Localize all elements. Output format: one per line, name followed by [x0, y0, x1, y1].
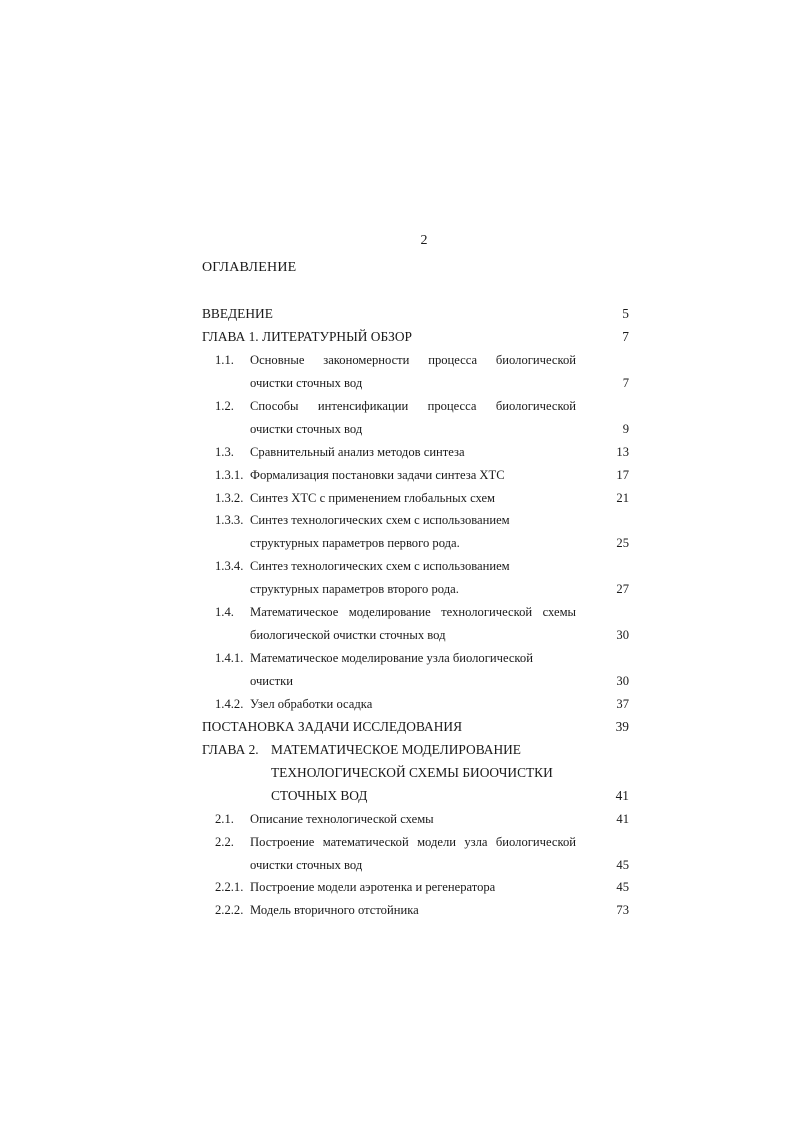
toc-entry-number: 1.3.2.	[215, 490, 244, 505]
toc-entry-title: структурных параметров второго рода.	[250, 582, 459, 597]
toc-entry-page: 9	[622, 421, 629, 436]
toc-entry-title: очистки	[250, 674, 293, 688]
toc-entry-number: 1.4.	[215, 605, 234, 620]
toc-entry-number: 1.3.1.	[215, 467, 244, 482]
toc-entry-title: ПОСТАНОВКА ЗАДАЧИ ИССЛЕДОВАНИЯ	[202, 718, 463, 734]
toc-entry-line	[0, 555, 795, 578]
toc-entry-line	[0, 899, 795, 922]
toc-entry-number: 2.2.1.	[215, 880, 244, 895]
toc-entry-number: 1.3.3.	[215, 513, 244, 528]
toc-entry-page: 41	[615, 787, 629, 803]
toc-entry-title: Основные закономерности процесса биологической	[250, 352, 576, 367]
toc-entry-title: очистки сточных вод	[250, 857, 363, 872]
toc-entry-title: ТЕХНОЛОГИЧЕСКОЙ СХЕМЫ БИООЧИСТКИ	[271, 764, 553, 780]
toc-entry-number: 1.3.4.	[215, 559, 244, 574]
toc-entry-title: Построение модели аэротенка и регенератора	[250, 880, 496, 895]
toc-entry-page: 45	[616, 857, 629, 872]
toc-entry-line	[0, 762, 795, 785]
toc-entry-line	[0, 624, 795, 647]
toc-entry-number: 2.1.	[215, 811, 234, 826]
toc-entry-page: 21	[616, 490, 629, 505]
toc-entry-line	[0, 578, 795, 601]
toc-entry-title: очистки сточных вод	[250, 421, 363, 436]
toc-entry-line	[0, 739, 795, 762]
toc-entry-page: 37	[616, 696, 629, 711]
toc-entry-page: 27	[616, 582, 629, 597]
toc-entry-title: Построение математической модели узла биологической	[250, 834, 576, 849]
toc-entry-title: Математическое моделирование технологической схемы	[250, 605, 576, 620]
toc-entry-line	[0, 716, 795, 739]
toc-entry-line	[0, 693, 795, 716]
toc-entry-number: 2.2.2.	[215, 903, 244, 918]
page-number: 2	[420, 233, 428, 248]
toc-entry-title: ГЛАВА 1. ЛИТЕРАТУРНЫЙ ОБЗОР	[202, 328, 412, 344]
toc-entry-line	[0, 509, 795, 532]
toc-entry-title: структурных параметров первого рода.	[250, 536, 460, 551]
toc-entry-line	[0, 464, 795, 487]
toc-entry-title: Модель вторичного отстойника	[250, 903, 419, 918]
toc-entry-page: 7	[622, 375, 629, 390]
toc-entry-line	[0, 418, 795, 441]
toc-entry-page: 13	[616, 444, 629, 459]
toc-entry-title: МАТЕМАТИЧЕСКОЕ МОДЕЛИРОВАНИЕ	[271, 741, 521, 757]
toc-entry-line	[0, 441, 795, 464]
toc-heading: ОГЛАВЛЕНИЕ	[202, 260, 297, 275]
toc-entry-line	[0, 487, 795, 510]
toc-entry-number: 1.3.	[215, 444, 234, 459]
toc-entry-line	[0, 303, 795, 326]
toc-entry-page: 30	[616, 628, 629, 643]
toc-entry-line	[0, 349, 795, 372]
toc-entry-line	[0, 372, 795, 395]
toc-entry-number: 1.4.2.	[215, 696, 244, 711]
toc-entry-line	[0, 601, 795, 624]
toc-entry-page: 7	[622, 328, 629, 344]
toc-entry-title: Формализация постановки задачи синтеза ХТС	[250, 467, 505, 482]
toc-entry-line	[0, 532, 795, 555]
toc-entry-title: СТОЧНЫХ ВОД	[271, 787, 368, 803]
toc-entry-title: Способы интенсификации процесса биологической	[250, 398, 576, 413]
toc-entry-number: 1.2.	[215, 398, 234, 413]
table-of-contents	[0, 303, 795, 922]
toc-entry-line	[0, 808, 795, 831]
toc-entry-title: Синтез технологических схем с использованием	[250, 513, 510, 528]
toc-entry-page: 30	[616, 674, 629, 688]
toc-entry-page: 45	[616, 880, 629, 895]
toc-entry-title: ВВЕДЕНИЕ	[202, 306, 273, 321]
toc-entry-number: 1.4.1.	[215, 651, 244, 666]
toc-entry-page: 73	[616, 903, 629, 918]
toc-entry-line	[0, 785, 795, 808]
toc-entry-title: Описание технологической схемы	[250, 811, 434, 826]
toc-entry-line	[0, 326, 795, 349]
toc-entry-page: 5	[622, 306, 629, 321]
toc-entry-page: 25	[616, 536, 629, 551]
toc-entry-title: Синтез ХТС с применением глобальных схем	[250, 490, 496, 505]
toc-entry-title: очистки сточных вод	[250, 375, 363, 390]
toc-entry-line	[0, 647, 795, 670]
toc-entry-page: 39	[615, 718, 629, 734]
toc-entry-number: 2.2.	[215, 834, 234, 849]
toc-entry-number: ГЛАВА 2.	[202, 741, 259, 757]
toc-entry-line	[0, 854, 795, 877]
toc-entry-title: Синтез технологических схем с использованием	[250, 559, 510, 574]
toc-entry-line	[0, 395, 795, 418]
toc-entry-number: 1.1.	[215, 352, 234, 367]
toc-entry-title: Сравнительный анализ методов синтеза	[250, 444, 465, 459]
toc-entry-title: Математическое моделирование узла биологической	[250, 651, 533, 666]
toc-entry-title: биологической очистки сточных вод	[250, 628, 446, 643]
toc-entry-line	[0, 670, 795, 693]
toc-entry-line	[0, 876, 795, 899]
toc-entry-line	[0, 831, 795, 854]
toc-entry-title: Узел обработки осадка	[250, 696, 373, 711]
toc-entry-page: 41	[616, 811, 629, 826]
toc-entry-page: 17	[616, 467, 629, 482]
